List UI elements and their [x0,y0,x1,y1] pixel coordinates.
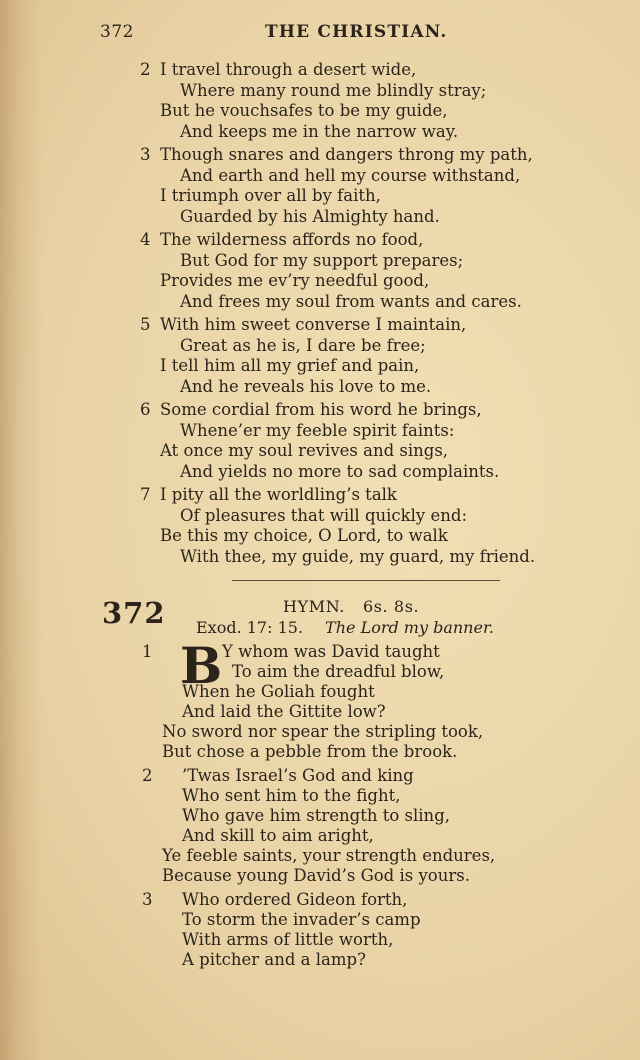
verse-line: Whene’er my feeble spirit faints: [180,420,455,440]
stanza-number: 1 [142,642,153,661]
verse-line: Who sent him to the fight, [182,786,401,805]
verse-line: To aim the dreadful blow, [232,662,445,681]
stanza-number: 3 [142,890,153,909]
stanza-number: 5 [140,315,151,334]
section-divider [232,580,500,581]
hymn-title [283,597,437,616]
verse-line: And yields no more to sad complaints. [180,461,500,481]
verse-line: Y whom was David taught [222,642,440,661]
stanza-2 [140,60,610,142]
stanza-number: 3 [140,145,151,164]
verse-line: At once my soul revives and sings, [160,441,449,460]
verse-line: But God for my support prepares; [180,250,464,270]
verse-line: Though snares and dangers throng my path, [160,145,533,164]
verse-line: Provides me ev’ry needful good, [160,271,430,290]
hymn-stanza-2 [142,766,562,888]
hymn-meter: 6s. 8s. [362,597,420,616]
verse-line: Because young David’s God is yours. [162,866,470,885]
verse-line: Of pleasures that will quickly end: [180,505,468,525]
stanza-number: 6 [140,400,151,419]
verse-line: And keeps me in the narrow way. [180,121,459,141]
verse-line: Be this my choice, O Lord, to walk [160,526,448,545]
hymn-label: HYMN. [283,597,345,616]
verse-line: But he vouchsafes to be my guide, [160,101,448,120]
verse-line: A pitcher and a lamp? [182,950,366,969]
stanza-number: 7 [140,485,151,504]
verse-line: No sword nor spear the stripling took, [162,722,484,741]
stanza-5 [140,315,610,397]
verse-line: To storm the invader’s camp [182,910,421,929]
stanza-3 [140,145,610,227]
verse-line: And skill to aim aright, [182,826,374,845]
hymn-theme: The Lord my banner. [325,618,494,637]
verse-line: ’Twas Israel’s God and king [182,766,414,785]
verse-line: With thee, my guide, my guard, my friend. [180,546,536,566]
verse-line: When he Goliah fought [182,682,375,701]
verse-line: Who ordered Gideon forth, [182,890,408,909]
verse-line: With arms of little worth, [182,930,394,949]
verse-line: With him sweet converse I maintain, [160,315,467,334]
verse-line: I triumph over all by faith, [160,186,381,205]
hymn-stanza-3 [142,890,562,972]
verse-line: Where many round me blindly stray; [180,80,487,100]
verse-line: But chose a pebble from the brook. [162,742,458,761]
verse-line: And he reveals his love to me. [180,376,432,396]
verse-line: I pity all the worldling’s talk [160,485,397,504]
verse-line: Ye feeble saints, your strength endures, [162,846,496,865]
scripture-reference: Exod. 17: 15. [196,618,304,637]
page-number: 372 [100,22,134,42]
stanza-number: 2 [140,60,151,79]
stanza-6 [140,400,610,482]
drop-cap: B [180,636,223,695]
hymn-number: 372 [102,596,166,630]
verse-line: Great as he is, I dare be free; [180,335,426,355]
verse-line: I tell him all my grief and pain, [160,356,420,375]
verse-line: And laid the Gittite low? [182,702,386,721]
stanza-7 [140,485,610,567]
stanza-number: 4 [140,230,151,249]
page-header [100,22,600,46]
verse-line: Some cordial from his word he brings, [160,400,482,419]
hymn-reference [196,618,494,637]
verse-line: Who gave him strength to sling, [182,806,450,825]
verse-line: And earth and hell my course withstand, [180,165,521,185]
running-title: THE CHRISTIAN. [265,22,448,42]
verse-line: I travel through a desert wide, [160,60,417,79]
stanza-number: 2 [142,766,153,785]
verse-line: The wilderness affords no food, [160,230,424,249]
hymn-stanza-1 [142,636,562,767]
verse-line: And frees my soul from wants and cares. [180,291,522,311]
stanza-4 [140,230,610,312]
verse-line: Guarded by his Almighty hand. [180,206,440,226]
